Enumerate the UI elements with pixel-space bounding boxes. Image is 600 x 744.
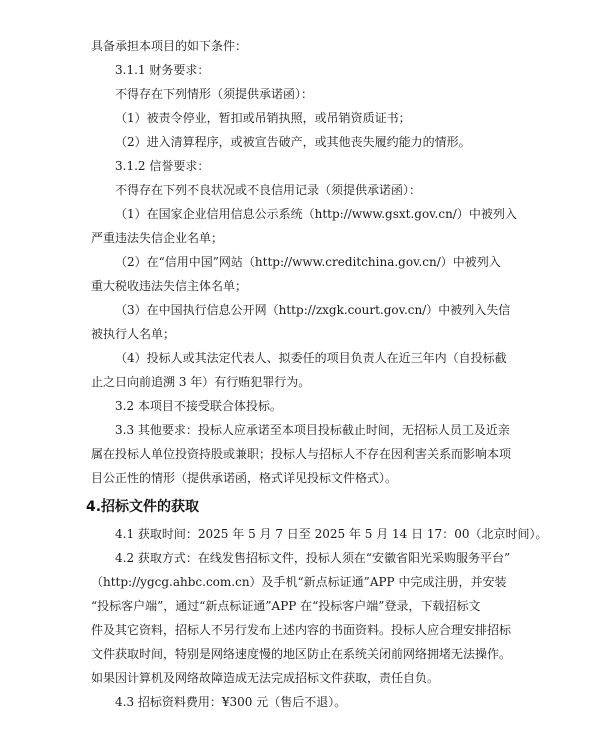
text-line: 3.1.1 财务要求： — [115, 63, 210, 77]
text-line: 被执行人名单； — [91, 327, 176, 341]
text-line: 具备承担本项目的如下条件： — [91, 39, 248, 53]
text-line: 属在投标人单位投资持股或兼职；投标人与招标人不存在因利害关系而影响本项 — [91, 447, 512, 461]
text-line: 4.1 获取时间：2025 年 5 月 7 日至 2025 年 5 月 14 日 17：00（北京时间）。 — [115, 527, 548, 541]
text-line: （4）投标人或其法定代表人、拟委任的项目负责人在近三年内（自投标截 — [115, 351, 507, 365]
text-line: 止之日向前追溯 3 年）有行贿犯罪行为。 — [91, 375, 311, 389]
text-line: （1）被责令停业，暂扣或吊销执照，或吊销资质证书； — [115, 111, 411, 125]
text-line: 文件获取时间，特别是网络速度慢的地区防止在系统关闭前网络拥堵无法操作。 — [91, 647, 512, 661]
text-line: 严重违法失信企业名单； — [91, 231, 224, 245]
text-line: （2）在“信用中国”网站（http://www.creditchina.gov.cn/）中被列入 — [115, 255, 501, 269]
text-line: 不得存在下列不良状况或不良信用记录（须提供承诺函）： — [115, 183, 422, 197]
text-line: 4.3 招标资料费用：¥300 元（售后不退）。 — [115, 695, 347, 709]
text-line: 3.2 本项目不接受联合体投标。 — [115, 399, 282, 413]
section-heading: 4.招标文件的获取 — [86, 499, 200, 515]
text-line: （2）进入清算程序，或被宣告破产，或其他丧失履约能力的情形。 — [115, 135, 471, 149]
text-line: （1）在国家企业信用信息公示系统（http://www.gsxt.gov.cn/）中被列入 — [115, 207, 517, 221]
text-line: 件及其它资料，招标人不另行发布上述内容的书面资料。投标人应合理安排招标 — [91, 623, 512, 637]
text-line: “投标客户端”，通过“新点标证通”APP 在“投标客户端”登录，下载招标文 — [91, 599, 481, 613]
text-line: （http://ygcg.ahbc.com.cn）及手机“新点标证通”APP 中完成注册，并安装 — [91, 575, 507, 589]
text-line: 不得存在下列情形（须提供承诺函）： — [115, 87, 314, 101]
text-line: 3.3 其他要求：投标人应承诺至本项目投标截止时间，无招标人员工及近亲 — [115, 423, 510, 437]
text-line: 4.2 获取方式：在线发售招标文件，投标人须在“安徽省阳光采购服务平台” — [115, 551, 511, 565]
text-line: 重大税收违法失信主体名单； — [91, 279, 248, 293]
text-line: 目公正性的情形（提供承诺函，格式详见投标文件格式）。 — [91, 471, 398, 485]
text-line: （3）在中国执行信息公开网（http://zxgk.court.gov.cn/）中被列入失信 — [115, 303, 511, 317]
text-line: 3.1.2 信誉要求： — [115, 159, 210, 173]
text-line: 如果因计算机及网络故障造成无法完成招标文件获取，责任自负。 — [91, 671, 440, 685]
